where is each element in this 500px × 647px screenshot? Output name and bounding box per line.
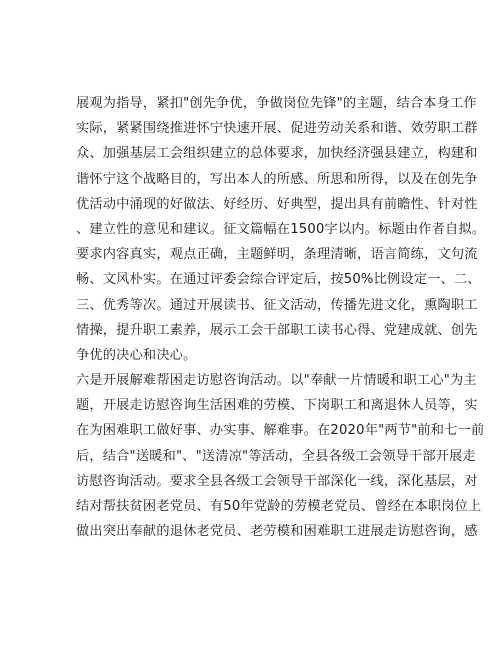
- text-line: 谐怀宁这个战略目的，写出本人的所感、所思和所得，以及在创先争: [76, 171, 478, 187]
- text-line: 后，结合"送暖和"、"送清凉"等活动，全县各级工会领导干部开展走: [76, 448, 476, 464]
- text-line: 展观为指导，紧扣"创先争优，争做岗位先锋"的主题，结合本身工作: [76, 96, 477, 111]
- text-line: 三、优秀等次。通过开展读书、征文活动，传播先进文化，熏陶职工: [76, 297, 478, 313]
- text-line: 实际，紧紧围绕推进怀宁快速开展、促进劳动关系和谐、效劳职工群: [76, 121, 478, 137]
- text-line: 、建立性的意见和建议。征文篇幅在1500字以内。标题由作者自拟。: [76, 221, 486, 237]
- text-line: 在为困难职工做好事、办实事、解难事。在2020年"两节"前和七一前: [76, 423, 485, 439]
- text-line: 众、加强基层工会组织建立的总体要求，加快经济强县建立，构建和: [76, 146, 478, 162]
- paragraph-reading-essay-activity: [76, 91, 486, 368]
- text-line: 题，开展走访慰咨询生活困难的劳模、下岗职工和离退休人员等，实: [76, 398, 478, 414]
- paragraph-visit-condolence-activity: [76, 368, 485, 544]
- text-line: 做出突出奉献的退休老党员、老劳模和困难职工进展走访慰咨询，感: [76, 524, 478, 540]
- text-line: 情操，提升职工素养，展示工会干部职工读书心得、党建成就、创先: [76, 322, 478, 338]
- text-line: 六是开展解难帮困走访慰咨询活动。以"奉献一片情暖和职工心"为主: [76, 373, 477, 388]
- text-line: 访慰咨询活动。要求全县各级工会领导干部深化一线，深化基层，对: [76, 473, 478, 489]
- text-line: 优活动中涌现的好做法、好经历、好典型，提出具有前瞻性、针对性: [76, 196, 478, 212]
- text-line: 要求内容真实，观点正确，主题鲜明，条理清晰，语言简练，文句流: [76, 247, 478, 263]
- text-line: 结对帮扶贫困老党员、有50年党龄的劳模老党员、曾经在本职岗位上: [76, 498, 482, 514]
- text-line: 畅、文风朴实。在通过评委会综合评定后，按50%比例设定一、二、: [76, 272, 481, 288]
- text-line: 争优的决心和决心。: [76, 347, 197, 363]
